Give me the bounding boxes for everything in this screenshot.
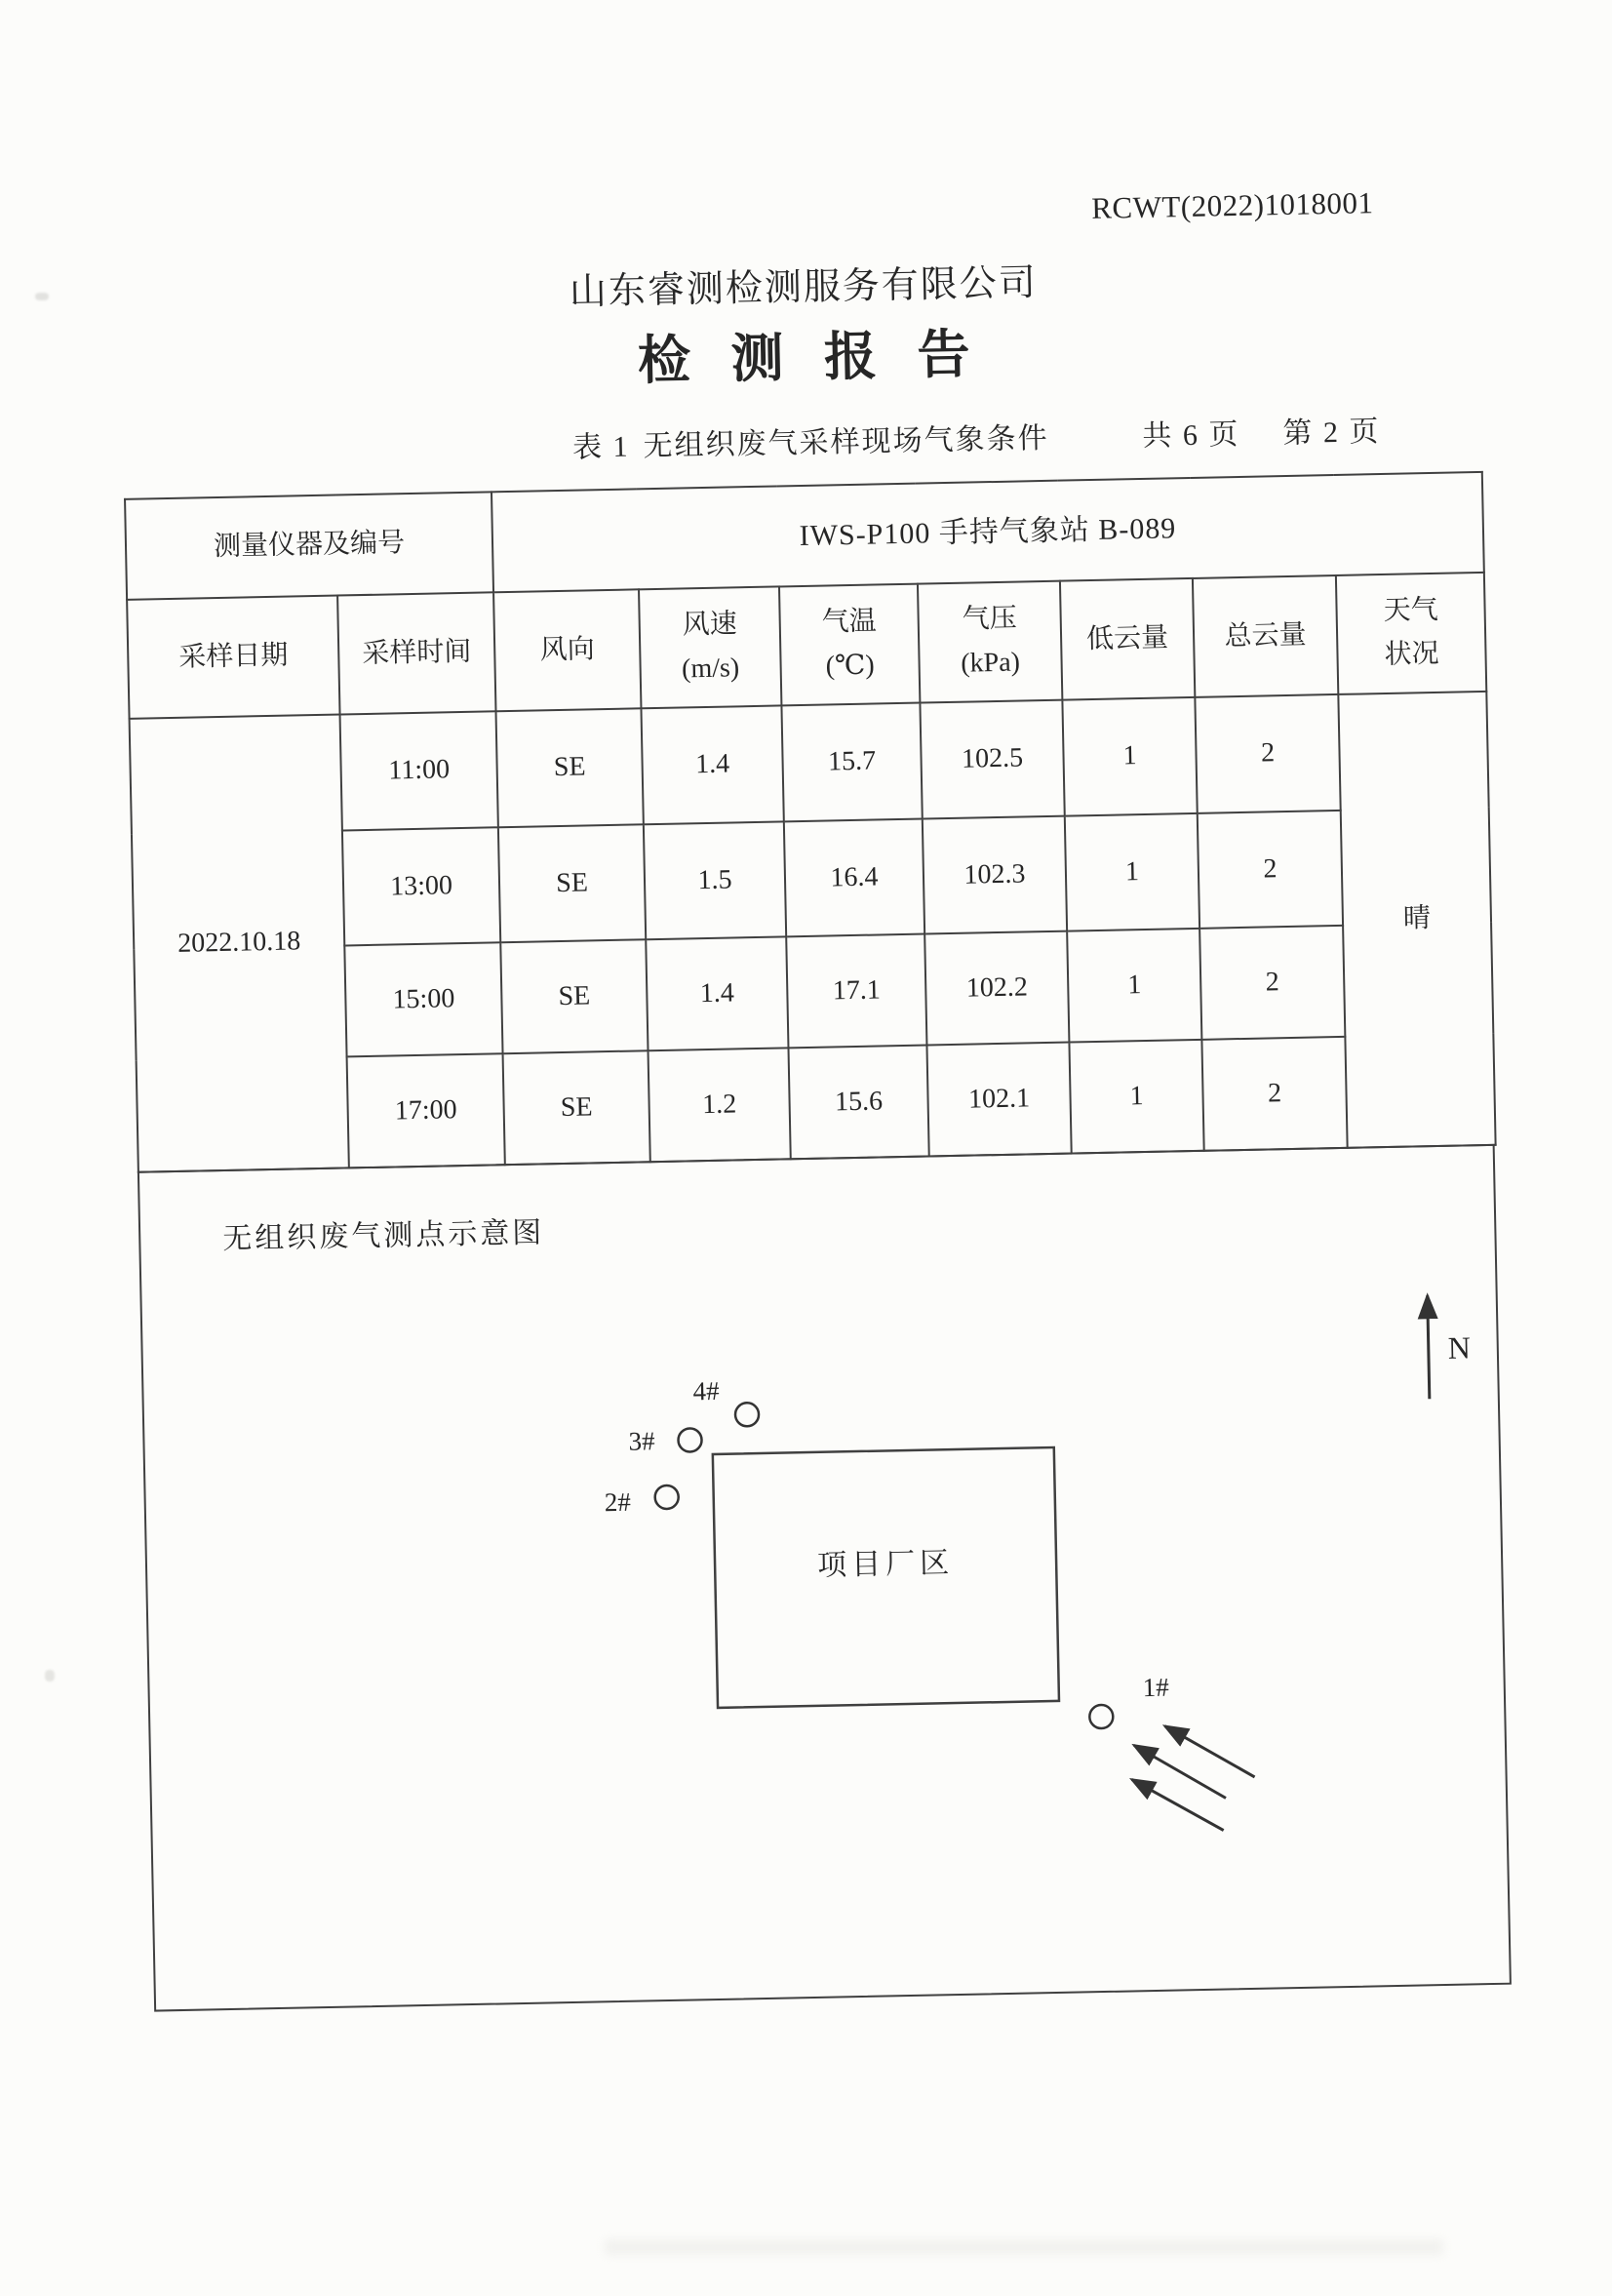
cell-wind-direction-2: SE (500, 939, 648, 1053)
table-caption-label: 表 1 (571, 430, 630, 464)
cell-temperature-3: 15.6 (788, 1045, 928, 1159)
header-temperature (779, 584, 920, 706)
cell-wind-direction-0: SE (496, 708, 644, 827)
header-temperature-line1: 气温 (821, 606, 878, 638)
sampling-point-1-circle (1089, 1705, 1113, 1728)
wind-arrow-3 (1132, 1778, 1224, 1833)
point-label-1: 1# (1142, 1672, 1170, 1703)
instrument-value-cell: IWS-P100 手持气象站 B-089 (491, 472, 1484, 592)
cell-pressure-2: 102.2 (924, 931, 1069, 1046)
cell-low-cloud-0: 1 (1062, 697, 1197, 816)
cell-time-2: 15:00 (344, 942, 502, 1056)
header-total-cloud: 总云量 (1193, 575, 1338, 697)
instrument-label-cell: 测量仪器及编号 (125, 492, 493, 600)
cell-pressure-0: 102.5 (920, 700, 1064, 819)
cell-low-cloud-1: 1 (1065, 813, 1199, 931)
cell-low-cloud-2: 1 (1067, 929, 1201, 1043)
cell-time-1: 13:00 (342, 827, 500, 945)
cell-pressure-3: 102.1 (926, 1043, 1071, 1157)
north-arrow (1428, 1295, 1430, 1399)
sampling-point-4-circle (735, 1403, 759, 1426)
scan-speck-artifact (35, 293, 49, 300)
cell-wind-speed-3: 1.2 (649, 1048, 791, 1162)
header-weather-line2: 状况 (1384, 638, 1439, 670)
header-pressure-line2: (kPa) (960, 647, 1021, 679)
cell-wind-speed-1: 1.5 (644, 821, 786, 939)
point-label-3: 3# (628, 1426, 655, 1456)
cell-low-cloud-3: 1 (1069, 1040, 1203, 1154)
header-wind-speed (639, 586, 781, 708)
cell-temperature-1: 16.4 (784, 819, 924, 937)
cell-wind-speed-2: 1.4 (646, 936, 788, 1050)
cell-total-cloud-2: 2 (1199, 926, 1345, 1040)
cell-total-cloud-1: 2 (1198, 811, 1343, 929)
cell-total-cloud-0: 2 (1195, 694, 1340, 813)
header-date: 采样日期 (127, 596, 339, 719)
table-caption-title: 无组织废气采样现场气象条件 (643, 421, 1049, 463)
company-name: 山东睿测检测服务有限公司 (569, 262, 1039, 313)
header-wind-direction: 风向 (493, 589, 641, 711)
report-number: RCWT(2022)1018001 (1090, 185, 1374, 225)
cell-wind-direction-3: SE (503, 1050, 650, 1165)
weather-conditions-table (124, 471, 1497, 1173)
cell-temperature-0: 15.7 (781, 703, 922, 822)
cell-wind-direction-1: SE (498, 824, 646, 942)
cell-time-0: 11:00 (340, 711, 498, 830)
point-label-4: 4# (692, 1375, 720, 1406)
cell-wind-speed-0: 1.4 (641, 705, 783, 824)
cell-sampling-date: 2022.10.18 (130, 715, 349, 1172)
header-weather-line1: 天气 (1383, 595, 1438, 627)
cell-pressure-1: 102.3 (923, 816, 1067, 934)
scan-speck-artifact (45, 1670, 55, 1682)
page-current: 第 2 页 (1282, 416, 1381, 451)
sampling-point-3-circle (678, 1428, 701, 1451)
header-temperature-line2: (℃) (825, 650, 875, 682)
header-time: 采样时间 (337, 592, 495, 714)
header-pressure (918, 581, 1062, 703)
scan-bleed-artifact (605, 2239, 1443, 2255)
cell-time-3: 17:00 (347, 1053, 505, 1168)
header-wind-speed-line1: 风速 (682, 609, 738, 641)
sampling-points-diagram (138, 1144, 1512, 2012)
sampling-point-2-circle (654, 1485, 678, 1509)
diagram-title: 无组织废气测点示意图 (221, 1216, 545, 1256)
header-weather (1336, 573, 1486, 694)
north-label: N (1447, 1329, 1472, 1366)
plant-area-label: 项目厂区 (816, 1547, 955, 1582)
pages-total: 共 6 页 (1142, 417, 1240, 453)
header-pressure-line1: 气压 (962, 603, 1018, 635)
cell-temperature-2: 17.1 (786, 934, 926, 1049)
header-low-cloud: 低云量 (1060, 578, 1195, 700)
cell-total-cloud-3: 2 (1201, 1037, 1347, 1151)
point-label-2: 2# (604, 1486, 632, 1518)
report-title: 检 测 报 告 (637, 325, 985, 391)
header-wind-speed-line2: (m/s) (681, 653, 740, 685)
cell-weather: 晴 (1338, 692, 1495, 1148)
table-caption-row (572, 407, 1381, 466)
